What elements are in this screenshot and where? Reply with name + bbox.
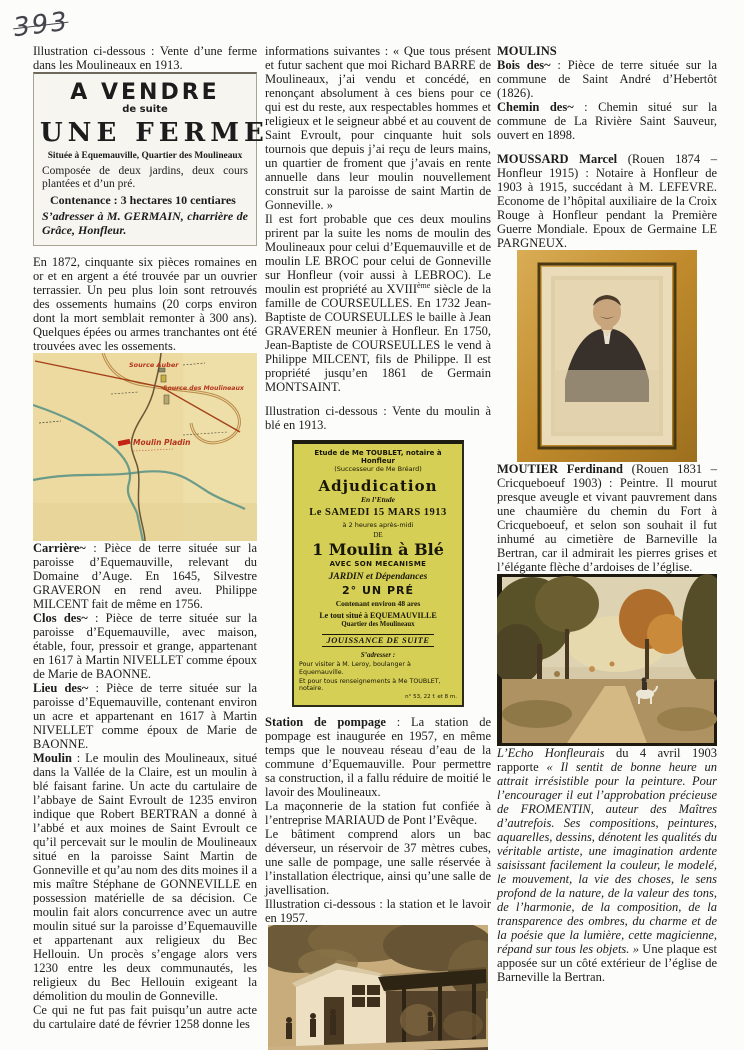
poster-sadresser: S’adresser : xyxy=(360,651,396,660)
entry-lieu-des xyxy=(33,681,257,751)
echo-quote: « Il sentit de bonne heure un attrait irrésistible pour la peinture. Pour l’encourager il eut l’approbation précieuse de FROMENTIN, auteur des Maîtres d’autrefois. Ses compositions, peintures, aquarelles, dessins, dénotent les qualités du véritable artiste, une imagination ardente saisissant facilement la couleur, le modelé, le mouvement, la vie des choses, le sens profond de la nature, de la valeur des tons, de l’harmonie, de la composition, de la transparence des ombres, du charme et de la poésie que la lumière, cette magicienne, répand sur tous les objets. » xyxy=(497,760,717,956)
poster-quartier: Quartier des Moulineaux xyxy=(341,620,415,628)
entry-bois-des xyxy=(497,58,717,100)
map-label-source-moulineaux: Source des Moulineaux xyxy=(163,385,244,392)
entry-moulin xyxy=(33,751,257,1003)
poster-situe: Le tout situé à EQUEMAUVILLE xyxy=(319,610,437,620)
entry-term: Carrière~ xyxy=(33,541,86,555)
echo-intro: du 4 avril 1903 rapporte xyxy=(497,746,717,774)
left-column xyxy=(33,44,269,1031)
entry-term: Clos des~ xyxy=(33,611,88,625)
ad-location: Située à Equemauville, Quartier des Moulineaux xyxy=(47,151,243,161)
map-image xyxy=(33,353,257,541)
poster-title: Adjudication xyxy=(318,476,438,495)
poster-jardin: JARDIN et Dépendances xyxy=(328,572,428,583)
poster-reference: n° 53, 22 f. et 8 m. xyxy=(405,694,457,701)
poster-time: à 2 heures après-midi xyxy=(342,520,414,529)
poster-date: Le SAMEDI 15 MARS 1913 xyxy=(309,507,447,519)
entry-carriere xyxy=(33,541,257,611)
entry-term: Chemin des~ xyxy=(497,100,574,114)
para-acte-1258: informations suivantes : « Que tous présent et futur sachent que moi Richard BARRE de Moulineaux, j’ai vendu et concédé, en renonçant absolument à ces biens pour ce qui est du reste, aux respectables hommes et religieux et le seigneur abbé et au couvent de Saint Evroult, pour cinquante huit sols tournois que depuis j’ai reçu de leurs mains, un quartier de froment que j’avais en rente annuelle dans leur moulin nouvellement construit sur la paroisse de saint Martin de Gonneville. » xyxy=(265,44,491,212)
para-1872: En 1872, cinquante six pièces romaines en or et en argent a été trouvée par un ouvrier terrassier. Un peu plus loin sont retrouvés des ossements humains (20 corps environ dont la mort semblait remonter à 300 ans). Quelques épées ou armes tranchantes ont été trouvées avec les ossements. xyxy=(33,255,257,353)
entry-moutier xyxy=(497,462,717,574)
poster-de: DE xyxy=(373,530,383,539)
ad-headline: A VENDRE xyxy=(70,80,220,105)
echo-outro: Une plaque est apposée sur un côté extérieur de l’église de Barneville la Bertran. xyxy=(497,942,717,984)
poster-visiter: Pour visiter à M. Leroy, boulanger à Equemauville. xyxy=(299,661,411,676)
para-batiment: Le bâtiment comprend alors un bac déverseur, un réservoir de 37 mètres cubes, une salle de pompage, une salle réservée à l’installation électrique, ainsi qu’une salle de javellisation. xyxy=(265,826,491,897)
adjudication-poster xyxy=(292,440,464,707)
entry-text: (Rouen 1831 – Cricqueboeuf 1903) : Peintre. Il mourut presque aveugle et vivant pauvrement dans une chaumière du chemin du Fort à Cricqueboeuf, et selon son souhait il fut inhumé au cimetière de Barneville la Bertran, car il admirait les pierres grises et l’élégante flèche d’ardoises de l’église. xyxy=(497,462,717,574)
entry-term: Station de pompage xyxy=(265,714,386,729)
superscript-eme: ème xyxy=(416,280,431,290)
echo-title: L’Echo Honfleurais xyxy=(497,746,605,760)
entry-text: (Rouen 1874 – Honfleur 1915) : Notaire à Honfleur de 1903 à 1915, succédant à M. LEFEVRE. Econome de l’hôpital auxiliaire de la Croix Rouge à Honfleur pendant la Première Guerre Mondiale. Epoux de Germaine LE PARGNEUX. xyxy=(497,152,717,250)
entry-text: : Pièce de terre située sur la paroisse d’Equemauville, avec maison, étable, four, pressoir et grange, appartenant en 1617 à Martin NIVELLET comme époux de Marie de BAONNE. xyxy=(33,611,257,681)
handwritten-page-number: 393 xyxy=(12,6,70,44)
entry-moussard xyxy=(497,152,717,250)
caption-moulin: Illustration ci-dessous : Vente du moulin à blé en 1913. xyxy=(265,404,491,432)
poster-contenant: Contenant environ 48 ares xyxy=(335,599,421,609)
poster-etude: Etude de Me TOUBLET, notaire à Honfleur xyxy=(314,449,442,466)
entry-term: Bois des~ xyxy=(497,58,551,72)
entry-chemin-des xyxy=(497,100,717,142)
caption-station: Illustration ci-dessous : la station et le lavoir en 1957. xyxy=(265,896,491,925)
poster-jouissance: JOUISSANCE DE SUITE xyxy=(322,634,433,648)
para-1258: Ce qui ne fut pas fait puisqu’un autre acte du cartulaire daté de février 1258 donne les xyxy=(33,1003,257,1031)
poster-item-pre: 2° UN PRÉ xyxy=(342,584,414,598)
ad-subline: de suite xyxy=(122,104,168,115)
entry-text: : La station de pompage est inaugurée en 1957, en même temps que le nouveau réseau d’eau de la commune d’Equemauville. Pour permettre sa construction, il a fallu réduire de moitié le lavoir des Moulineaux. xyxy=(265,714,491,799)
poster-renseignements: Et pour tous renseignements à Me TOUBLET, notaire. xyxy=(299,677,441,693)
entry-text: : Pièce de terre située sur la commune de Saint André d’Hebertôt (1826). xyxy=(497,58,717,100)
ferme-sale-ad xyxy=(33,72,269,246)
entry-clos-des xyxy=(33,611,257,681)
para-echo-honfleurais xyxy=(497,746,717,984)
middle-column xyxy=(265,44,491,1050)
moussard-portrait-photo xyxy=(517,250,697,462)
ad-contact: S’adresser à M. GERMAIN, charrière de Grâce, Honfleur. xyxy=(42,209,248,237)
entry-term: MOUTIER Ferdinand xyxy=(497,462,624,476)
map-label-moulin-pladin: Moulin Pladin xyxy=(133,438,191,447)
entry-term: Lieu des~ xyxy=(33,681,89,695)
right-column xyxy=(497,44,717,984)
caption-ferme: Illustration ci-dessous : Vente d’une ferme dans les Moulineaux en 1913. xyxy=(33,44,257,72)
entry-text: : Pièce de terre située sur la paroisse d’Equemauville, contenant environ un acre et appartenant en 1617 à Martin NIVELLET comme époux de Marie de BAONNE. xyxy=(33,681,257,751)
entry-text: : Le moulin des Moulineaux, situé dans la Vallée de la Claire, est un moulin à blé faisant farine. Un acte du cartulaire de l’abbaye de Saint Evroult de 1235 environ indique que Robert BERTRAN a donné à l’abbé et aux moines de Saint Evroult ce qu’il percevait sur le moulin de Moulineaux situé en la paroisse Saint Martin de Gonneville et qu’au nom des dits moines il a mis maître Stéphane de GONNEVILLE en possession matérielle de sa décision. Ce moulin fait alors concurrence avec un autre moulin situé sur la paroisse d’Equemauville et appartenant aux religieux du Bec Hellouin. Un procès s’engage alors vers 1230 entre les deux communautés, les religieux du Bec Hellouin exigeant la démolition du moulin de Gonneville. xyxy=(33,751,257,1003)
moutier-painting-image xyxy=(497,574,717,746)
station-lavoir-photo xyxy=(268,925,488,1050)
entry-text: : Chemin situé sur la commune de La Rivière Saint Sauveur, ouvert en 1898. xyxy=(497,100,717,142)
poster-successeur: (Successeur de Me Bréard) xyxy=(334,465,422,474)
poster-item-moulin: 1 Moulin à Blé xyxy=(312,540,444,560)
para-deux-moulins xyxy=(265,212,491,394)
poster-subtitle: En l’Etude xyxy=(361,494,395,504)
entry-text: : Pièce de terre située sur la paroisse d’Equemauville, relevant du Domaine d’Auge. En 1645, Silvestre GRAVERON en rend aveu. Philippe MILCENT fait de même en 1756. xyxy=(33,541,257,611)
ad-description: Composée de deux jardins, deux cours plantées et d’un pré. xyxy=(42,165,248,190)
poster-mecanisme: AVEC SON MECANISME xyxy=(329,560,427,569)
ad-contenance: Contenance : 3 hectares 10 centiares xyxy=(50,193,236,207)
ad-title: UNE FERME xyxy=(40,118,269,148)
entry-term: MOUSSARD Marcel xyxy=(497,152,618,166)
heading-moulins: MOULINS xyxy=(497,44,557,58)
para-text: Il est fort probable que ces deux moulins prirent par la suite les noms de moulin des Moulineaux pour celui d’Equemauville et de moulin LE BROC pour celui de Gonneville sur Honfleur (voir aussi à LEBROC). Le moulin est propriété au XVIII xyxy=(265,212,491,296)
entry-term: Moulin xyxy=(33,751,72,765)
para-maconnerie: La maçonnerie de la station fut confiée à l’entreprise MARIAUD de Pont l’Evêque. xyxy=(265,798,491,827)
map-label-source-auber: Source Auber xyxy=(129,361,179,369)
para-text: siècle de la famille de COURSEULLES. En 1732 Jean-Baptiste de COURSEULLES le baille à Jean GRAVEREN meunier à Honfleur. En 1750, Jean-Baptiste de COURSEULLES le vend à Philippe MILCENT, fils de Philippe. Il est propriété jusqu’en 1861 de Germain MONTSAINT. xyxy=(265,282,491,394)
entry-station-pompage xyxy=(265,715,491,799)
